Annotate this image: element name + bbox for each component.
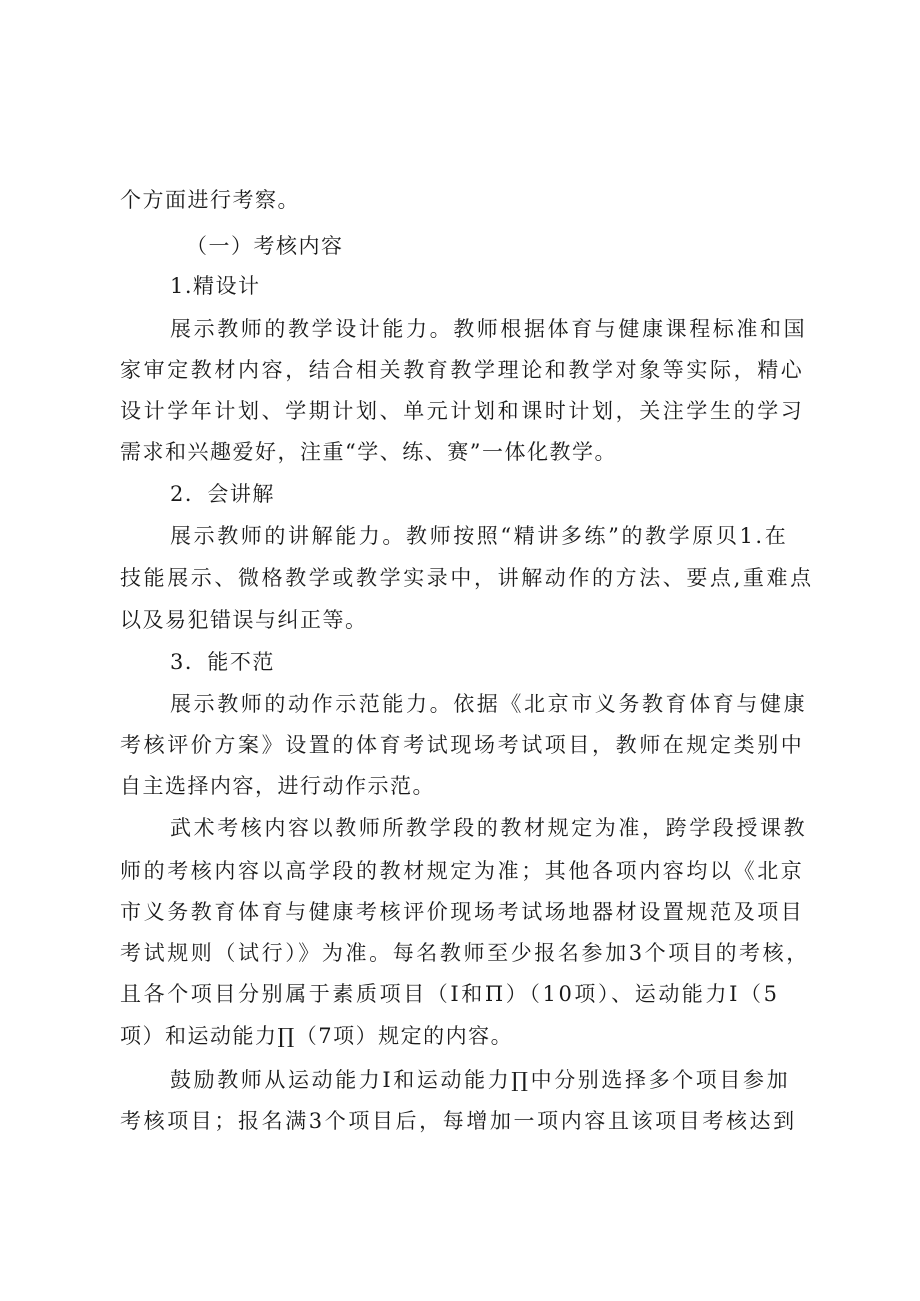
text-line: 市义务教育体育与健康考核评价现场考试场地器材设置规范及项目 bbox=[120, 900, 805, 924]
text-line: 师的考核内容以高学段的教材规定为准；其他各项内容均以《北京 bbox=[120, 859, 805, 883]
section-heading: （一）考核内容 bbox=[186, 234, 344, 258]
text-line: 考核项目；报名满3个项目后，每增加一项内容且该项目考核达到 bbox=[120, 1109, 797, 1133]
text-line: 家审定教材内容，结合相关教育教学理论和教学对象等实际，精心 bbox=[120, 358, 805, 382]
text-line: 个方面进行考察。 bbox=[120, 188, 300, 212]
text-line: 鼓励教师从运动能力I和运动能力∏中分别选择多个项目参加 bbox=[170, 1068, 791, 1092]
subheading-design: 1.精设计 bbox=[170, 274, 261, 298]
text-line: 且各个项目分别属于素质项目（I和Π）（10项）、运动能力I（5 bbox=[120, 982, 780, 1006]
text-line: 武术考核内容以教师所教学段的教材规定为准，跨学段授课教 bbox=[170, 816, 808, 840]
subheading-demonstrate: 3．能不范 bbox=[170, 650, 275, 674]
text-line: 自主选择内容，进行动作示范。 bbox=[120, 774, 435, 798]
text-line: 展示教师的教学设计能力。教师根据体育与健康课程标准和国 bbox=[170, 317, 808, 341]
text-line: 以及易犯错误与纠正等。 bbox=[120, 608, 368, 632]
text-line: 考核评价方案》设置的体育考试现场考试项目，教师在规定类别中 bbox=[120, 733, 805, 757]
text-line: 项）和运动能力∏（7项）规定的内容。 bbox=[120, 1024, 514, 1048]
subheading-explain: 2．会讲解 bbox=[170, 482, 275, 506]
text-line: 展示教师的讲解能力。教师按照“精讲多练”的教学原贝1.在 bbox=[170, 524, 789, 548]
text-line: 设计学年计划、学期计划、单元计划和课时计划，关注学生的学习 bbox=[120, 399, 805, 423]
text-line: 展示教师的动作示范能力。依据《北京市义务教育体育与健康 bbox=[170, 692, 808, 716]
text-line: 技能展示、微格教学或教学实录中，讲解动作的方法、要点,重难点 bbox=[120, 566, 814, 590]
text-line: 需求和兴趣爱好，注重“学、练、赛”一体化教学。 bbox=[120, 440, 617, 464]
text-line: 考试规则（试行）》为准。每名教师至少报名参加3个项目的考核， bbox=[120, 941, 810, 965]
